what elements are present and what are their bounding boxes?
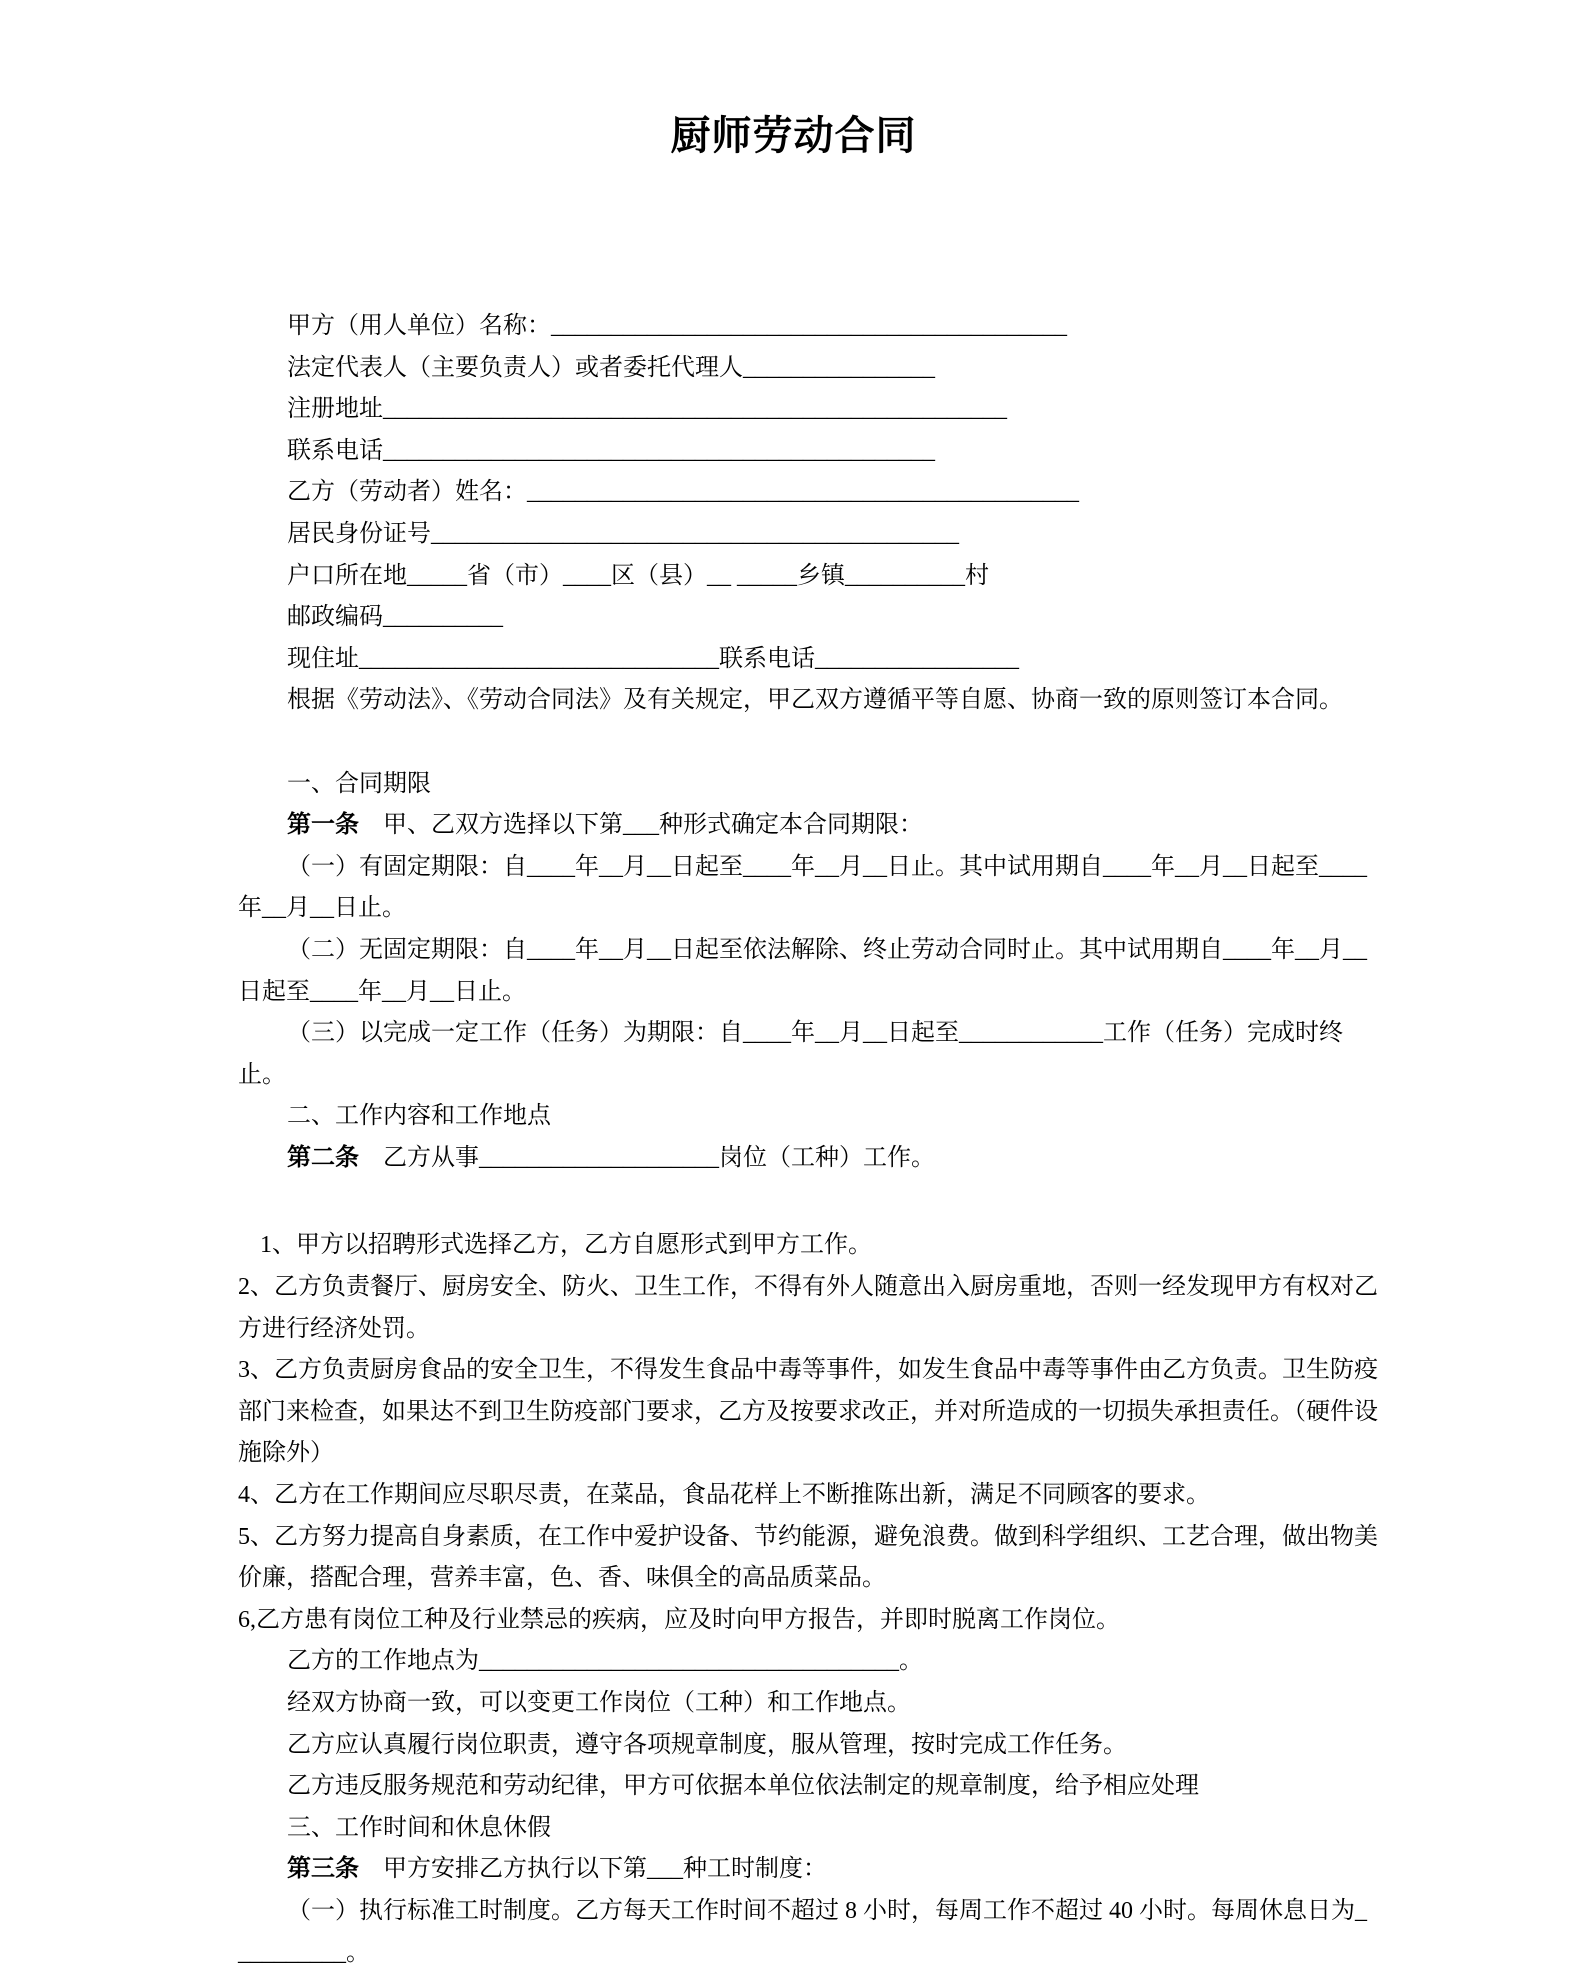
- field-current-address-phone: 现住址______________________________联系电话_________________: [287, 645, 1019, 672]
- duty-note: 乙方应认真履行岗位职责，遵守各项规章制度，服从管理，按时完成工作任务。: [287, 1731, 1127, 1758]
- section-1-heading: 一、合同期限: [287, 770, 431, 797]
- clause-2: [238, 1138, 1378, 1180]
- discipline-note: 乙方违反服务规范和劳动纪律，甲方可依据本单位依法制定的规章制度，给予相应处理: [287, 1773, 1199, 1800]
- term-type-task-based: （三）以完成一定工作（任务）为期限：自____年__月__日起至____________工作（任务）完成时终止。: [238, 1020, 1343, 1088]
- field-registered-address: 注册地址____________________________________________________: [287, 396, 1007, 423]
- term-type-open-ended: （二）无固定期限：自____年__月__日起至依法解除、终止劳动合同时止。其中试用期自____年__月__日起至____年__月__日止。: [238, 936, 1367, 1005]
- field-household-registration: 户口所在地_____省（市）____区（县）__ _____乡镇__________村: [287, 562, 989, 589]
- field-work-location: 乙方的工作地点为___________________________________。: [287, 1648, 923, 1675]
- document-title: 厨师劳动合同: [670, 113, 917, 158]
- clause-2-text: 乙方从事____________________岗位（工种）工作。: [359, 1144, 935, 1171]
- working-hours-standard: （一）执行标准工时制度。乙方每天工作时间不超过 8 小时，每周工作不超过 40 小时。每周休息日为__________。: [238, 1897, 1367, 1966]
- field-contact-phone-a: 联系电话______________________________________________: [287, 437, 935, 464]
- item-6: 6,乙方患有岗位工种及行业禁忌的疾病，应及时向甲方报告，并即时脱离工作岗位。: [238, 1606, 1120, 1633]
- section-2-heading: 二、工作内容和工作地点: [287, 1103, 551, 1130]
- clause-2-number: 第二条: [287, 1144, 359, 1171]
- clause-1-number: 第一条: [287, 812, 359, 839]
- section-3-heading: 三、工作时间和休息休假: [287, 1814, 551, 1841]
- document-body: [238, 306, 1378, 1969]
- clause-3-number: 第三条: [287, 1856, 359, 1883]
- work-change-note: 经双方协商一致，可以变更工作岗位（工种）和工作地点。: [287, 1690, 911, 1716]
- item-2: 2、乙方负责餐厅、厨房安全、防火、卫生工作，不得有外人随意出入厨房重地，否则一经发现甲方有权对乙方进行经济处罚。: [238, 1274, 1378, 1342]
- clause-3-text: 甲方安排乙方执行以下第___种工时制度：: [359, 1856, 827, 1883]
- clause-1: [238, 805, 1378, 847]
- field-party-b-name: 乙方（劳动者）姓名：______________________________________________: [287, 479, 1079, 506]
- term-type-fixed: （一）有固定期限：自____年__月__日起至____年__月__日止。其中试用期自____年__月__日起至____年__月__日止。: [238, 853, 1367, 922]
- item-1: 1、甲方以招聘形式选择乙方，乙方自愿形式到甲方工作。: [260, 1232, 872, 1259]
- item-4: 4、乙方在工作期间应尽职尽责，在菜品，食品花样上不断推陈出新，满足不同顾客的要求。: [238, 1482, 1210, 1509]
- preamble: 根据《劳动法》、《劳动合同法》及有关规定，甲乙双方遵循平等自愿、协商一致的原则签订本合同。: [287, 687, 1343, 714]
- clause-1-text: 甲、乙双方选择以下第___种形式确定本合同期限：: [359, 812, 923, 839]
- field-id-number: 居民身份证号____________________________________________: [287, 520, 959, 547]
- clause-3: [238, 1849, 1378, 1891]
- item-5: 5、乙方努力提高自身素质，在工作中爱护设备、节约能源，避免浪费。做到科学组织、工艺合理，做出物美价廉，搭配合理，营养丰富，色、香、味俱全的高品质菜品。: [238, 1523, 1378, 1592]
- item-3: 3、乙方负责厨房食品的安全卫生，不得发生食品中毒等事件，如发生食品中毒等事件由乙方负责。卫生防疫部门来检查，如果达不到卫生防疫部门要求，乙方及按要求改正，并对所造成的一切损失承担责任。（硬件设施除外）: [238, 1357, 1378, 1467]
- field-postal-code: 邮政编码__________: [287, 604, 503, 631]
- field-party-a-name: 甲方（用人单位）名称：___________________________________________: [287, 313, 1067, 339]
- field-legal-representative: 法定代表人（主要负责人）或者委托代理人________________: [287, 354, 935, 381]
